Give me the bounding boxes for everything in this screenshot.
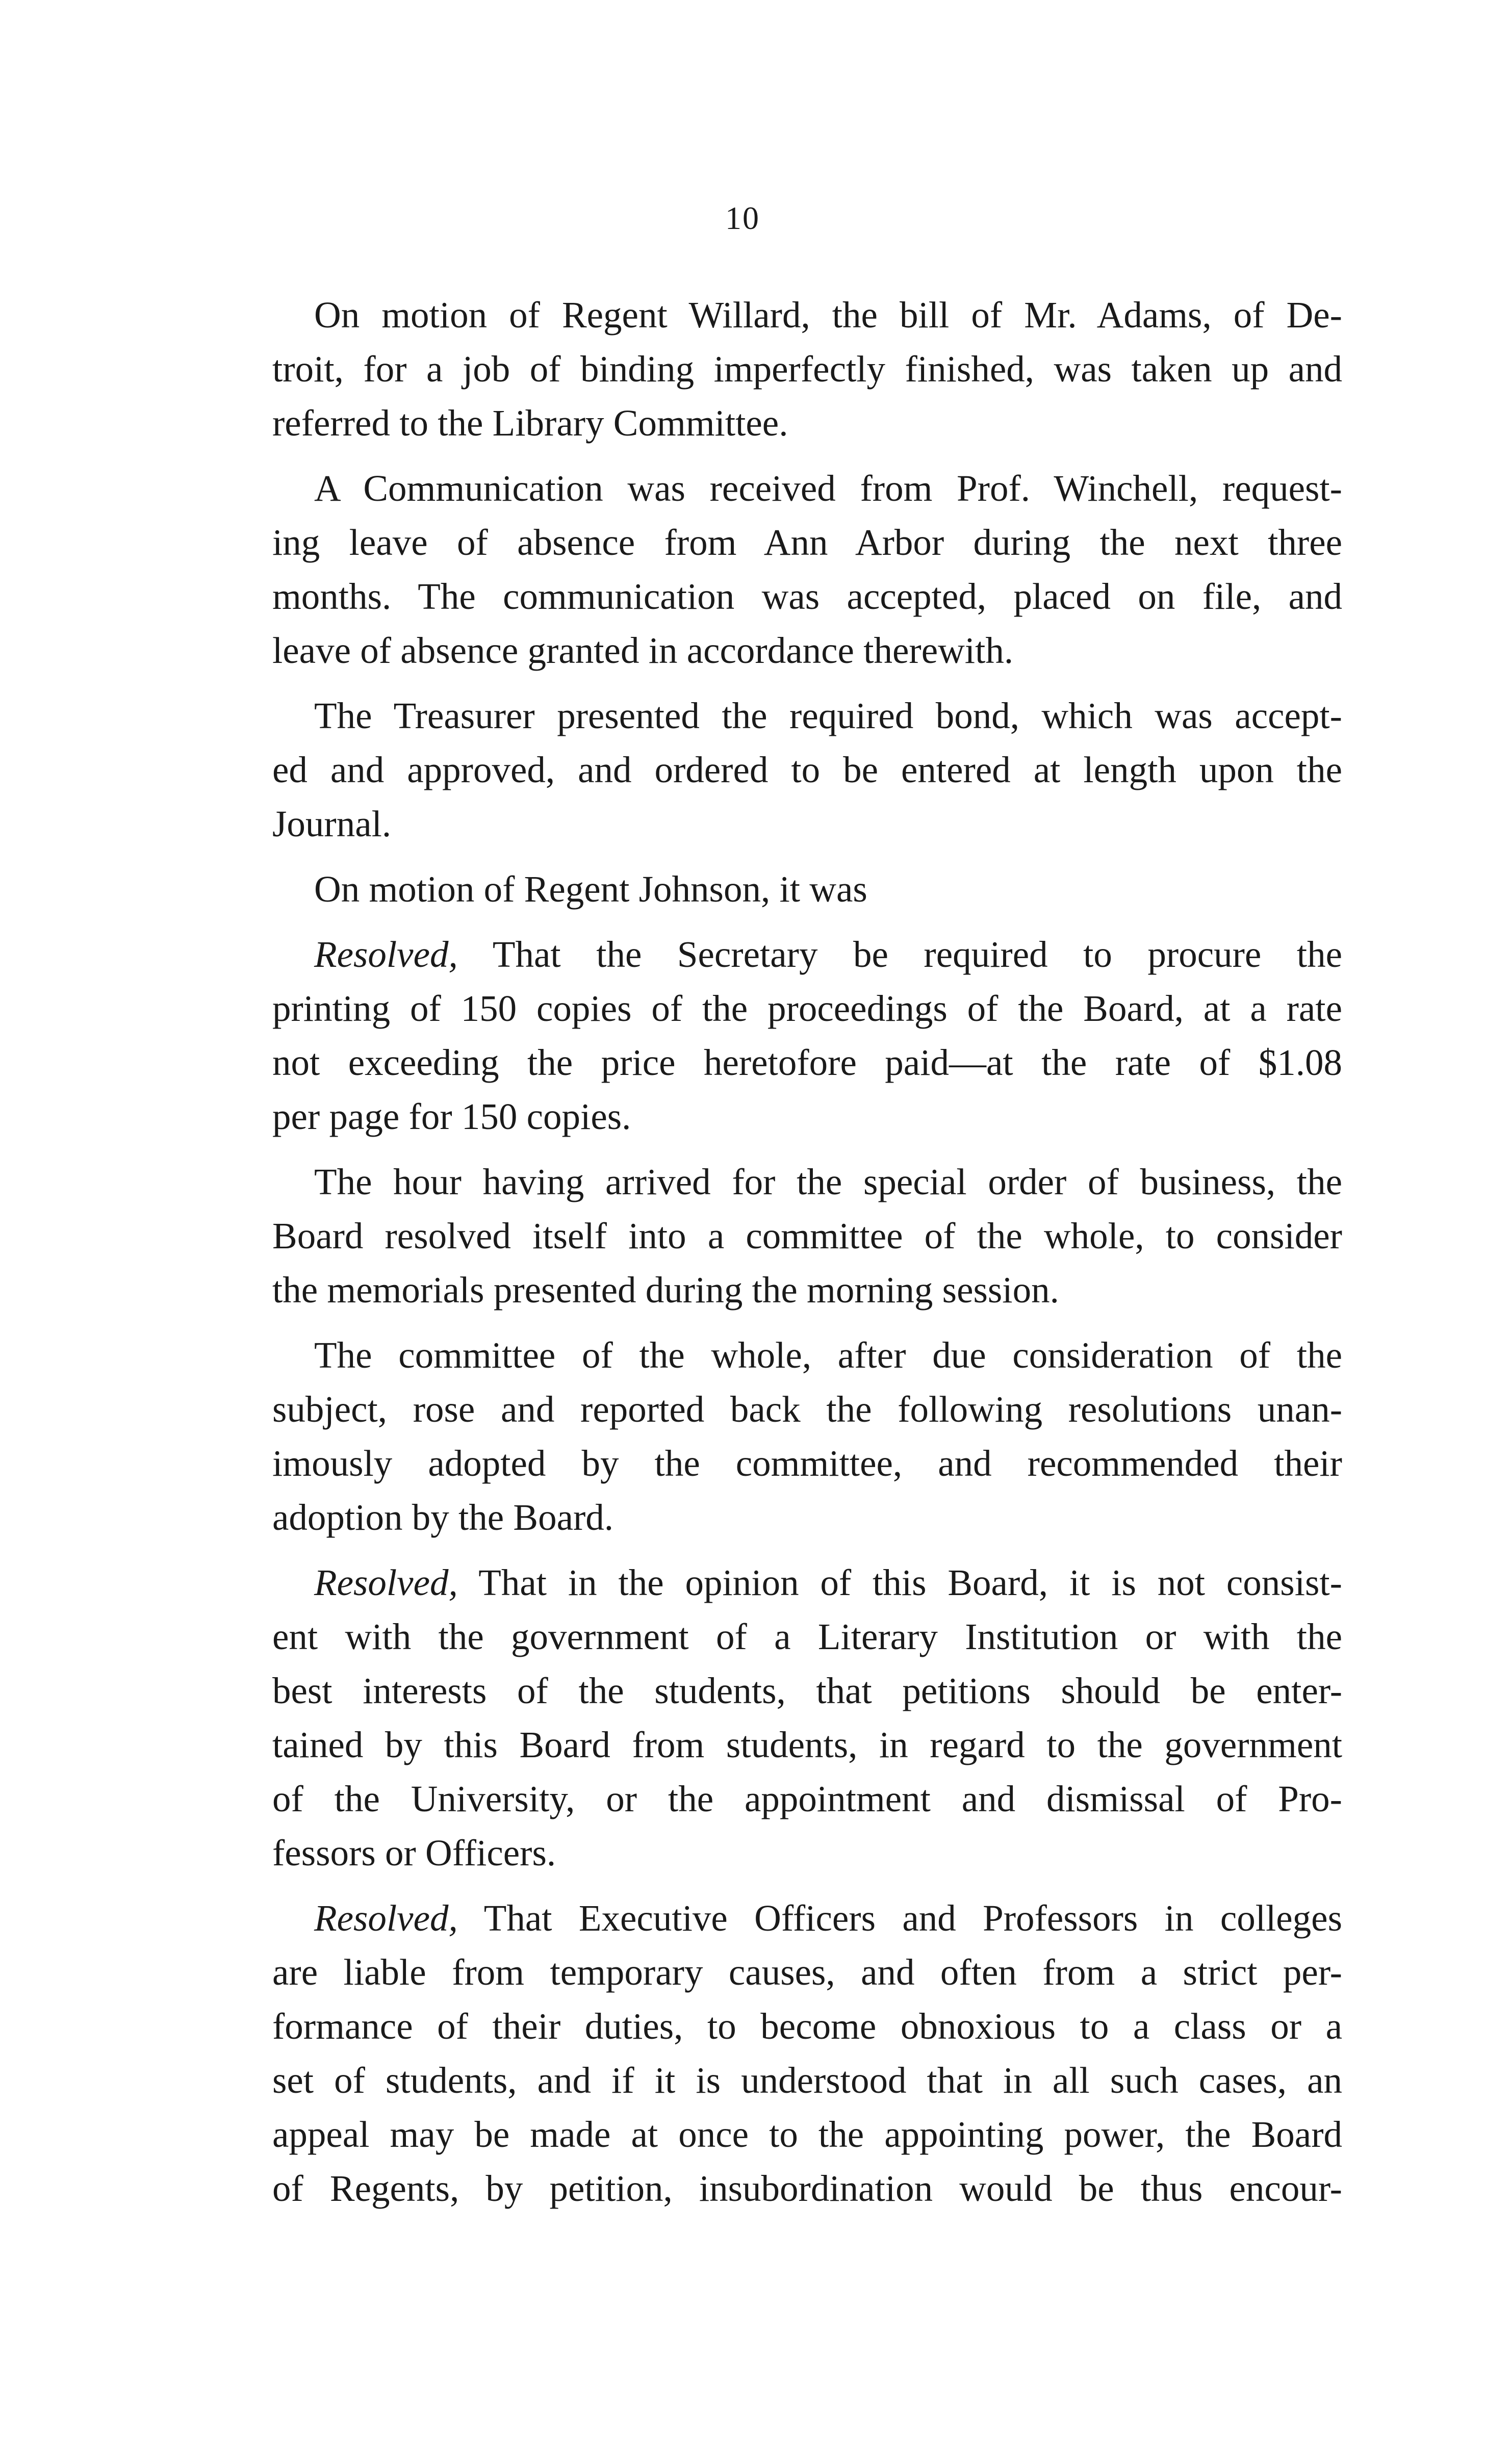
- text-line: appeal may be made at once to the appointing power, the Board: [272, 2114, 1342, 2155]
- paragraph-resolution-petitions: [231, 1556, 1342, 1880]
- text-line: adoption by the Board.: [272, 1497, 614, 1538]
- text-line: months. The communication was accepted, placed on file, and: [272, 576, 1342, 617]
- text-line: tained by this Board from students, in regard to the government: [272, 1724, 1342, 1765]
- text-line: per page for 150 copies.: [272, 1096, 631, 1137]
- body-text: [231, 288, 1342, 2216]
- text-line: A Communication was received from Prof. Winchell, request-: [314, 468, 1342, 509]
- resolved-lead: Resolved,: [314, 934, 458, 975]
- paragraph-resolution-printing: [231, 928, 1342, 1144]
- text-line: [231, 1891, 1342, 1945]
- text-line: ent with the government of a Literary Institution or with the: [272, 1616, 1342, 1657]
- text-line-rest: That the Secretary be required to procure the: [457, 934, 1342, 975]
- text-line: troit, for a job of binding imperfectly finished, was taken up and: [272, 348, 1342, 390]
- paragraph-committee-report: [231, 1328, 1342, 1545]
- resolved-lead: Resolved,: [314, 1897, 458, 1939]
- text-line: The committee of the whole, after due consideration of the: [314, 1334, 1342, 1376]
- page-number: 10: [725, 200, 760, 236]
- resolved-lead: Resolved,: [314, 1562, 458, 1603]
- paragraph-johnson-motion: [231, 862, 1342, 916]
- text-line: The Treasurer presented the required bond, which was accept-: [314, 695, 1342, 736]
- text-line: ing leave of absence from Ann Arbor during the next three: [272, 522, 1342, 563]
- text-line: the memorials presented during the morning session.: [272, 1269, 1059, 1311]
- text-line: are liable from temporary causes, and often from a strict per-: [272, 1952, 1342, 1993]
- text-line: printing of 150 copies of the proceedings of the Board, at a rate: [272, 988, 1342, 1029]
- text-line: On motion of Regent Willard, the bill of Mr. Adams, of De-: [314, 294, 1342, 336]
- paragraph-winchell-leave: [231, 461, 1342, 678]
- paragraph-treasurer-bond: [231, 689, 1342, 851]
- text-line: Board resolved itself into a committee of the whole, to consider: [272, 1215, 1342, 1256]
- paragraph-special-order: [231, 1155, 1342, 1317]
- text-line: best interests of the students, that petitions should be enter-: [272, 1670, 1342, 1711]
- text-line: formance of their duties, to become obnoxious to a class or a: [272, 2006, 1342, 2047]
- text-line: imously adopted by the committee, and recommended their: [272, 1443, 1342, 1484]
- text-line: of Regents, by petition, insubordination would be thus encour-: [272, 2168, 1342, 2209]
- text-line: [231, 928, 1342, 982]
- text-line: referred to the Library Committee.: [272, 402, 788, 444]
- text-line-rest: That in the opinion of this Board, it is not consist-: [457, 1562, 1342, 1603]
- text-line-rest: That Executive Officers and Professors in colleges: [457, 1897, 1342, 1939]
- text-line: On motion of Regent Johnson, it was: [314, 868, 867, 910]
- text-line: fessors or Officers.: [272, 1832, 556, 1873]
- paragraph-library-committee: [231, 288, 1342, 450]
- text-line: of the University, or the appointment and dismissal of Pro-: [272, 1778, 1342, 1819]
- paragraph-resolution-officers: [231, 1891, 1342, 2216]
- text-line: [231, 1556, 1342, 1610]
- text-line: set of students, and if it is understood that in all such cases, an: [272, 2060, 1342, 2101]
- text-line: ed and approved, and ordered to be entered at length upon the: [272, 749, 1342, 790]
- text-line: Journal.: [272, 803, 392, 844]
- text-line: subject, rose and reported back the following resolutions unan-: [272, 1389, 1342, 1430]
- text-line: not exceeding the price heretofore paid—at the rate of $1.08: [272, 1042, 1342, 1083]
- text-line: The hour having arrived for the special order of business, the: [314, 1161, 1342, 1202]
- text-line: leave of absence granted in accordance therewith.: [272, 630, 1014, 671]
